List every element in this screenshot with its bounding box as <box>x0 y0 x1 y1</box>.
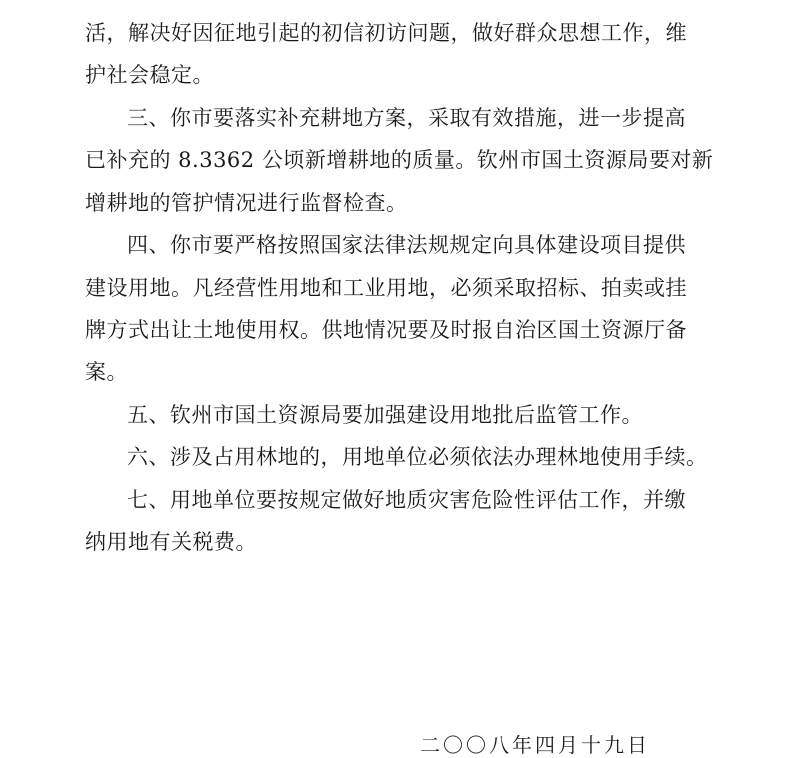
text-line: 已补充的 8.3362 公顷新增耕地的质量。钦州市国土资源局要对新 <box>85 148 714 172</box>
text-line: 护社会稳定。 <box>85 63 214 87</box>
text-line: 五、钦州市国土资源局要加强建设用地批后监管工作。 <box>127 403 643 427</box>
text-line: 牌方式出让土地使用权。供地情况要及时报自治区国土资源厅备 <box>85 318 687 342</box>
text-line: 四、你市要严格按照国家法律法规规定向具体建设项目提供 <box>127 233 686 257</box>
text-line: 案。 <box>85 360 128 384</box>
text-line: 六、涉及占用林地的，用地单位必须依法办理林地使用手续。 <box>127 445 708 469</box>
text-line: 三、你市要落实补充耕地方案，采取有效措施，进一步提高 <box>127 106 686 130</box>
text-line: 增耕地的管护情况进行监督检查。 <box>85 191 408 215</box>
text-line: 纳用地有关税费。 <box>85 530 257 554</box>
text-line: 建设用地。凡经营性用地和工业用地，必须采取招标、拍卖或挂 <box>85 276 687 300</box>
text-line: 活，解决好因征地引起的初信初访问题，做好群众思想工作，维 <box>85 21 687 45</box>
document-date: 二〇〇八年四月十九日 <box>420 733 650 757</box>
text-line: 七、用地单位要按规定做好地质灾害危险性评估工作，并缴 <box>127 488 686 512</box>
